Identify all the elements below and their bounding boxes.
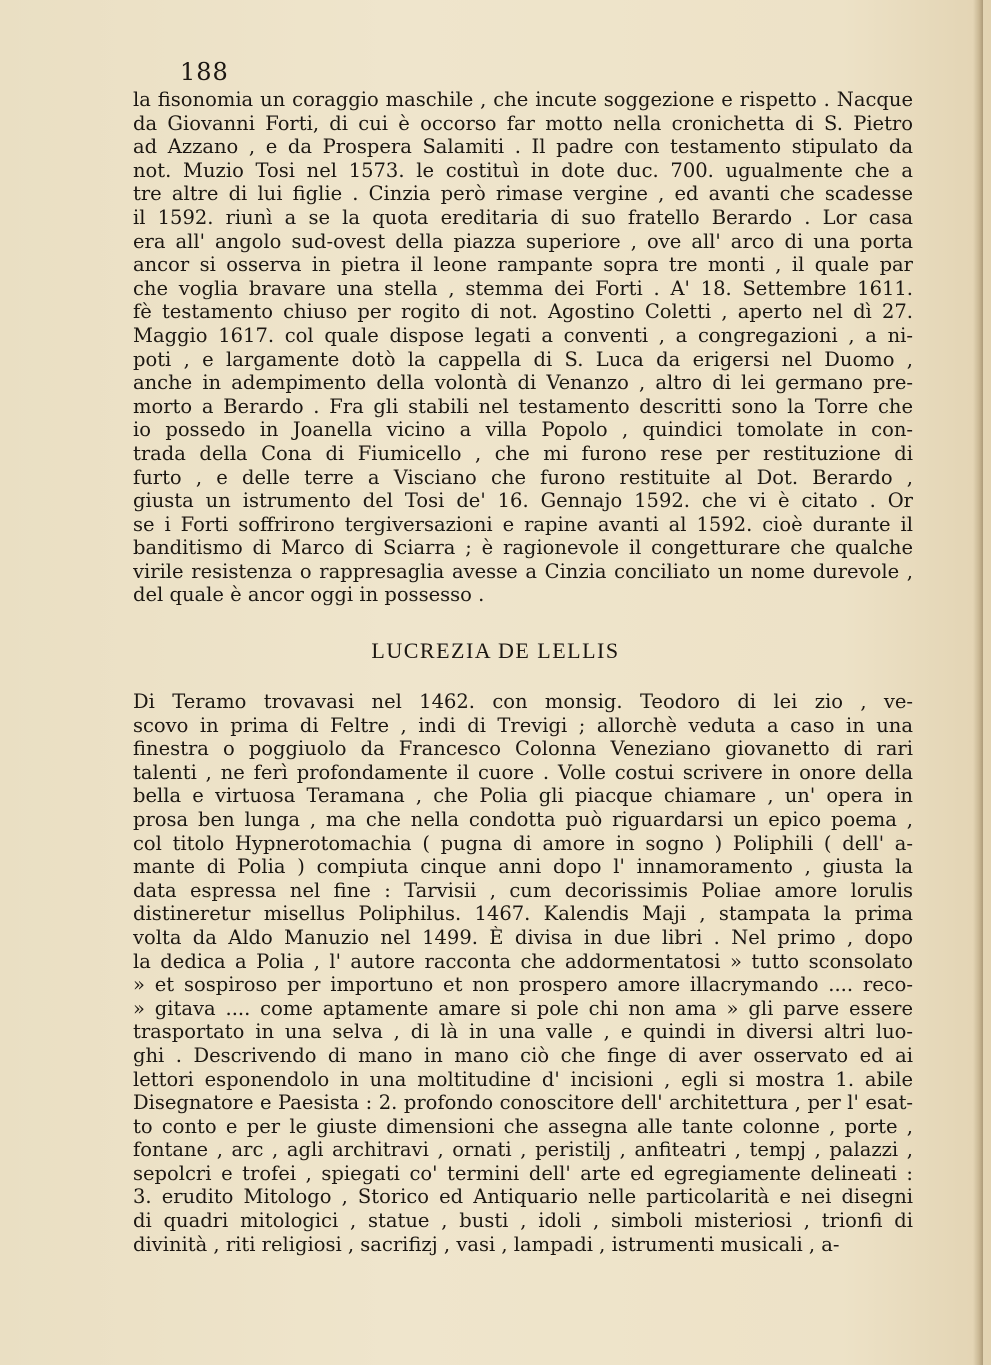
text-line: tre altre di lui figlie . Cinzia però rimase vergine , ed avanti che scadesse [133,182,913,206]
text-line: » gitava .... come aptamente amare si pole chi non ama » gli parve essere [133,996,913,1020]
text-line: col titolo Hypnerotomachia ( pugna di amore in sogno ) Poliphili ( dell' a- [133,831,913,855]
text-line: banditismo di Marco di Sciarra ; è ragionevole il congetturare che qualche [133,536,913,560]
paragraph-lucrezia-de-lellis [133,690,913,1256]
text-line: morto a Berardo . Fra gli stabili nel testamento descritti sono la Torre che [133,394,913,418]
text-line: Disegnatore e Paesista : 2. profondo conoscitore dell' architettura , per l' esat- [133,1091,913,1115]
text-line: to conto e per le giuste dimensioni che assegna alle tante colonne , porte , [133,1114,913,1138]
text-line: sepolcri e trofei , spiegati co' termini dell' arte ed egregiamente delineati : [133,1161,913,1185]
text-line: mante di Polia ) compiuta cinque anni dopo l' innamoramento , giusta la [133,855,913,879]
text-line: se i Forti soffrirono tergiversazioni e rapine avanti al 1592. cioè durante il [133,512,913,536]
text-line: il 1592. riunì a se la quota ereditaria di suo fratello Berardo . Lor casa [133,205,913,229]
text-line: ancor si osserva in pietra il leone rampante sopra tre monti , il quale par [133,253,913,277]
text-line: anche in adempimento della volontà di Venanzo , altro di lei germano pre- [133,371,913,395]
text-line: prosa ben lunga , ma che nella condotta può riguardarsi un epico poema , [133,807,913,831]
text-line: talenti , ne ferì profondamente il cuore . Volle costui scrivere in onore della [133,760,913,784]
text-line: che voglia bravare una stella , stemma dei Forti . A' 18. Settembre 1611. [133,276,913,300]
text-line: ghi . Descrivendo di mano in mano ciò che finge di aver osservato ed ai [133,1043,913,1067]
text-line: trada della Cona di Fiumicello , che mi furono rese per restituzione di [133,441,913,465]
text-line: ad Azzano , e da Prospera Salamiti . Il padre con testamento stipulato da [133,135,913,159]
page-number: 188 [180,58,229,86]
text-line: fè testamento chiuso per rogito di not. Agostino Coletti , aperto nel dì 27. [133,300,913,324]
text-line: divinità , riti religiosi , sacrifizj , vasi , lampadi , istrumenti musicali , a- [133,1232,840,1256]
text-line: di quadri mitologici , statue , busti , idoli , simboli misteriosi , trionfi di [133,1209,913,1233]
text-line: not. Muzio Tosi nel 1573. le costituì in dote duc. 700. ugualmente che a [133,158,913,182]
text-line: scovo in prima di Feltre , indi di Trevigi ; allorchè veduta a caso in una [133,713,913,737]
page-edge-shadow [973,0,983,1365]
text-line: virile resistenza o rappresaglia avesse a Cinzia conciliato un nome durevole , [133,559,913,583]
text-line: la fisonomia un coraggio maschile , che incute soggezione e rispetto . Nacque [133,88,913,111]
text-line: » et sospiroso per importuno et non prospero amore illacrymando .... reco- [133,973,913,997]
text-line: poti , e largamente dotò la cappella di S. Luca da erigersi nel Duomo , [133,347,913,371]
text-line: volta da Aldo Manuzio nel 1499. È divisa in due libri . Nel primo , dopo [133,925,913,949]
text-line: la dedica a Polia , l' autore racconta che addormentatosi » tutto sconsolato [133,949,913,973]
text-line: bella e virtuosa Teramana , che Polia gli piacque chiamare , un' opera in [133,784,913,808]
text-line: data espressa nel fine : Tarvisii , cum decorissimis Poliae amore lorulis [133,878,913,902]
paragraph-cinzia-forti [133,88,913,607]
text-line: fontane , arc , agli architravi , ornati , peristilj , anfiteatri , tempj , palazzi , [133,1138,913,1162]
text-line: Maggio 1617. col quale dispose legati a conventi , a congregazioni , a ni- [133,323,913,347]
text-line: Di Teramo trovavasi nel 1462. con monsig. Teodoro di lei zio , ve- [133,690,913,713]
text-line: trasportato in una selva , di là in una valle , e quindi in diversi altri luo- [133,1020,913,1044]
text-line: giusta un istrumento del Tosi de' 16. Gennajo 1592. che vi è citato . Or [133,489,913,513]
text-line: io possedo in Joanella vicino a villa Popolo , quindici tomolate in con- [133,418,913,442]
text-line: distineretur misellus Poliphilus. 1467. Kalendis Maji , stampata la prima [133,902,913,926]
text-line: finestra o poggiuolo da Francesco Colonna Veneziano giovanetto di rari [133,737,913,761]
text-line: era all' angolo sud-ovest della piazza superiore , ove all' arco di una porta [133,229,913,253]
text-line: 3. erudito Mitologo , Storico ed Antiquario nelle particolarità e nei disegni [133,1185,913,1209]
text-line: del quale è ancor oggi in possesso . [133,583,485,607]
text-line: furto , e delle terre a Visciano che furono restituite al Dot. Berardo , [133,465,913,489]
text-line: lettori esponendolo in una moltitudine d' incisioni , egli si mostra 1. abile [133,1067,913,1091]
section-title: LUCREZIA DE LELLIS [371,638,620,663]
text-line: da Giovanni Forti, di cui è occorso far motto nella cronichetta di S. Pietro [133,111,913,135]
